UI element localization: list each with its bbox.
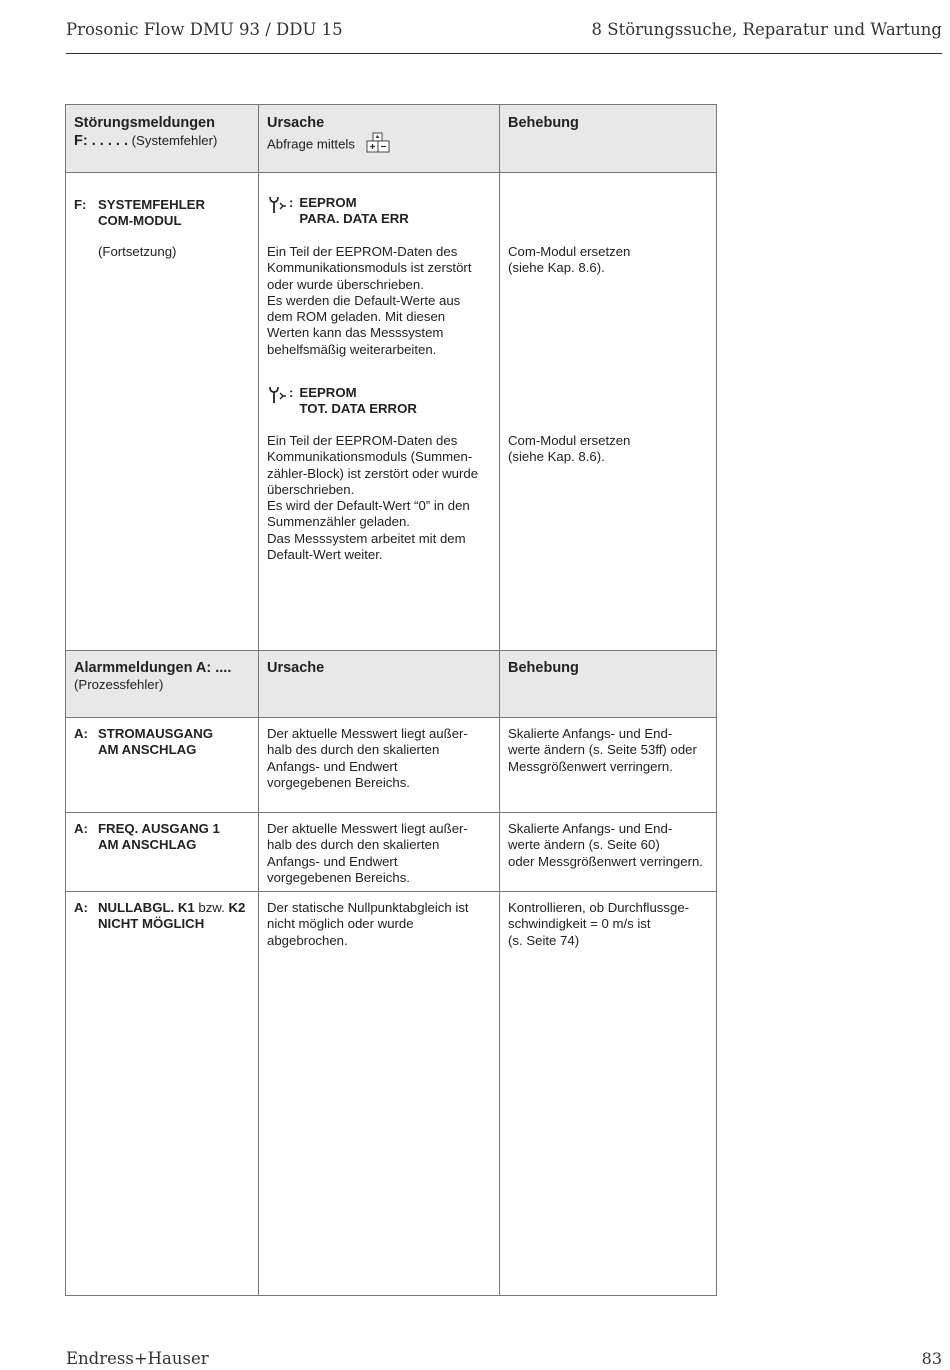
remedy-line: (siehe Kap. 8.6). <box>508 260 605 276</box>
running-header-chapter: 8 Störungssuche, Reparatur und Wartung <box>591 20 942 39</box>
alarm-prefix: A: <box>74 726 88 741</box>
alarm-name-part: NULLABGL. K1 <box>98 900 195 915</box>
alarm-cause-current-output <box>267 726 468 791</box>
eeprom-tot-code: : EEPROM TOT. DATA ERROR <box>267 385 417 418</box>
running-header-title: Prosonic Flow DMU 93 / DDU 15 <box>66 20 343 39</box>
column-title-remedy: Behebung <box>508 115 579 131</box>
continuation-note: (Fortsetzung) <box>98 243 177 259</box>
remedy-line: werte ändern (s. Seite 53ff) oder <box>508 742 697 758</box>
cause-line: oder wurde überschrieben. <box>267 276 424 292</box>
alarm-label-freq-output <box>74 821 220 854</box>
cause-line: zähler-Block) ist zerstört oder wurde <box>267 465 479 481</box>
row-divider <box>66 650 716 651</box>
plus-minus-keys-icon <box>365 132 391 158</box>
remedy-line: Skalierte Anfangs- und End- <box>508 726 673 741</box>
cause-line: Ein Teil der EEPROM-Daten des <box>267 244 458 259</box>
remedy-line: werte ändern (s. Seite 60) <box>508 837 660 853</box>
cause-line: halb des durch den skalierten <box>267 742 440 758</box>
footer-brand: Endress+Hauser <box>66 1349 209 1368</box>
remedy-line: schwindigkeit = 0 m/s ist <box>508 916 651 932</box>
cause-line: Es werden die Default-Werte aus <box>267 292 461 308</box>
cause-line: abgebrochen. <box>267 932 348 948</box>
cause-line: dem ROM geladen. Mit diesen <box>267 309 446 325</box>
alarm-cause-zero-adjust <box>267 900 469 949</box>
system-header-col2 <box>267 114 391 158</box>
error-code-line2: TOT. DATA ERROR <box>299 401 417 417</box>
remedy-line: oder Messgrößenwert verringern. <box>508 853 703 869</box>
column-title-cause: Ursache <box>267 660 325 676</box>
alarm-name-part: K2 <box>228 900 246 915</box>
remedy-line: Com-Modul ersetzen <box>508 244 631 259</box>
alarm-label-zero-adjust <box>74 900 245 933</box>
column-title-alarms: Alarmmeldungen A: .... <box>74 660 232 676</box>
cause-line: Das Messsystem arbeitet mit dem <box>267 530 466 546</box>
alarm-remedy-zero-adjust <box>508 900 689 949</box>
error-prefix: F: <box>74 197 87 212</box>
column-title-messages: Störungsmeldungen <box>74 115 215 131</box>
column-title-cause: Ursache <box>267 115 325 131</box>
row-divider <box>66 172 716 173</box>
alarm-label-current-output <box>74 726 213 759</box>
cause-line: Der aktuelle Messwert liegt außer- <box>267 821 468 836</box>
remedy-line: (siehe Kap. 8.6). <box>508 449 605 465</box>
error-code-line1: EEPROM <box>299 385 357 400</box>
message-prefix: F: . . . . . <box>74 133 128 149</box>
remedy-line: Messgrößenwert verringern. <box>508 758 673 774</box>
alarm-remedy-freq-output <box>508 821 703 870</box>
service-tool-icon <box>267 385 287 405</box>
page-number: 83 <box>921 1349 942 1368</box>
alarm-cause-freq-output <box>267 821 468 886</box>
eeprom-tot-remedy <box>508 433 630 466</box>
alarm-name-line2: AM ANSCHLAG <box>98 837 197 853</box>
alarm-header-col2 <box>267 659 324 677</box>
cause-line: vorgegebenen Bereichs. <box>267 774 410 790</box>
system-header-col3 <box>508 114 579 132</box>
column-subtitle: (Systemfehler) <box>131 133 218 148</box>
cause-line: halb des durch den skalierten <box>267 837 440 853</box>
error-name-line2: COM-MODUL <box>98 213 182 229</box>
eeprom-para-code: : EEPROM PARA. DATA ERR <box>267 195 409 228</box>
system-error-label <box>74 197 205 260</box>
system-header-col1 <box>74 114 217 150</box>
cause-line: Summenzähler geladen. <box>267 514 410 530</box>
alarm-name-line1: FREQ. AUSGANG 1 <box>98 821 220 836</box>
cause-line: Es wird der Default-Wert “0” in den <box>267 498 470 514</box>
alarm-prefix: A: <box>74 821 88 836</box>
cause-line: Default-Wert weiter. <box>267 547 383 563</box>
cause-line: Der statische Nullpunktabgleich ist <box>267 900 469 915</box>
alarm-name-line1: STROMAUSGANG <box>98 726 214 741</box>
troubleshooting-table <box>65 104 717 1296</box>
row-divider <box>66 717 716 718</box>
remedy-line: Skalierte Anfangs- und End- <box>508 821 673 836</box>
service-tool-icon <box>267 195 287 215</box>
header-rule <box>66 53 942 54</box>
column-divider-2 <box>499 105 500 1295</box>
alarm-name-line2: NICHT MÖGLICH <box>98 916 205 932</box>
cause-line: Ein Teil der EEPROM-Daten des <box>267 433 458 448</box>
cause-line: Anfangs- und Endwert <box>267 853 398 869</box>
remedy-line: (s. Seite 74) <box>508 932 580 948</box>
eeprom-para-remedy <box>508 244 630 277</box>
alarm-remedy-current-output <box>508 726 697 775</box>
error-code-line1: EEPROM <box>299 195 357 210</box>
eeprom-tot-cause <box>267 433 478 563</box>
cause-line: Anfangs- und Endwert <box>267 758 398 774</box>
column-title-remedy: Behebung <box>508 660 579 676</box>
alarm-name-line2: AM ANSCHLAG <box>98 742 197 758</box>
cause-line: Werten kann das Messsystem <box>267 325 444 341</box>
alarm-name-conjunction: bzw. <box>194 900 229 915</box>
column-divider-1 <box>258 105 259 1295</box>
row-divider <box>66 812 716 813</box>
remedy-line: Com-Modul ersetzen <box>508 433 631 448</box>
row-divider <box>66 891 716 892</box>
query-label: Abfrage mittels <box>267 136 355 152</box>
error-code-line2: PARA. DATA ERR <box>299 211 409 227</box>
error-name-line1: SYSTEMFEHLER <box>98 197 205 212</box>
cause-line: Kommunikationsmoduls ist zerstört <box>267 260 472 276</box>
alarm-header-col1 <box>74 659 231 693</box>
alarm-prefix: A: <box>74 900 88 915</box>
remedy-line: Kontrollieren, ob Durchflussge- <box>508 900 690 915</box>
cause-line: nicht möglich oder wurde <box>267 916 414 932</box>
cause-line: Der aktuelle Messwert liegt außer- <box>267 726 468 741</box>
column-subtitle: (Prozessfehler) <box>74 677 164 692</box>
cause-line: überschrieben. <box>267 481 355 497</box>
eeprom-para-cause <box>267 244 471 358</box>
cause-line: vorgegebenen Bereichs. <box>267 869 410 885</box>
cause-line: behelfsmäßig weiterarbeiten. <box>267 341 437 357</box>
cause-line: Kommunikationsmoduls (Summen- <box>267 449 473 465</box>
alarm-header-col3 <box>508 659 579 677</box>
